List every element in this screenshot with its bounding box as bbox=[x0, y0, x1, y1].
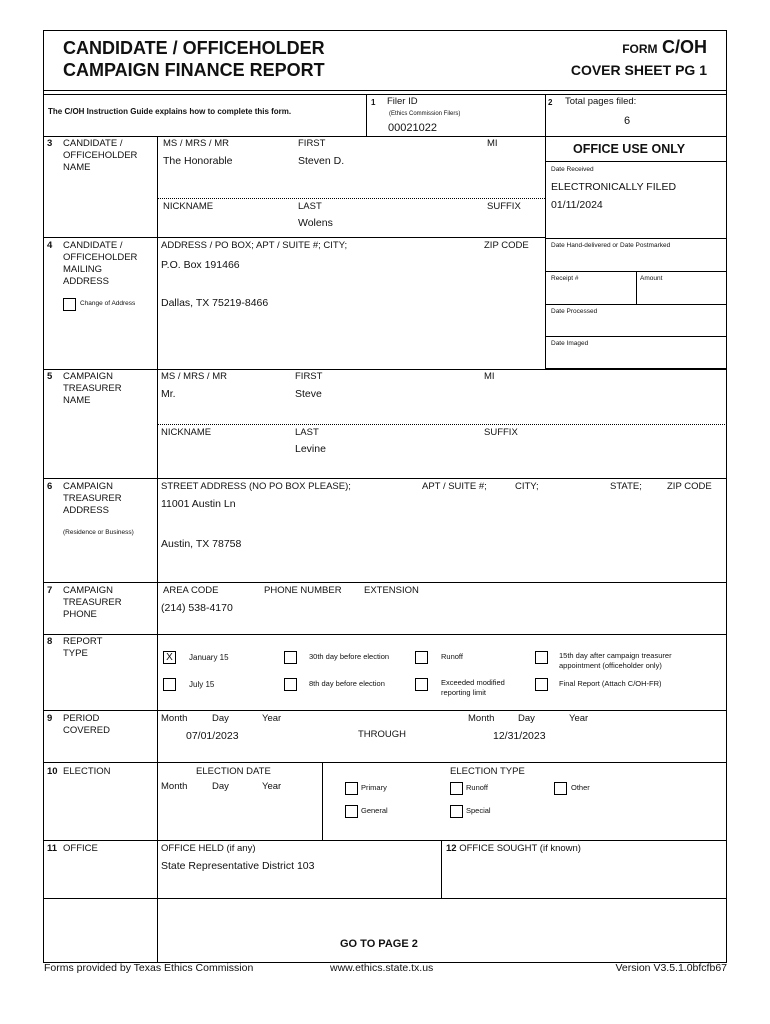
s10-type-label: ELECTION TYPE bbox=[450, 766, 525, 777]
s12-sought-label: OFFICE SOUGHT (if known) bbox=[459, 843, 581, 854]
s7-area-label: AREA CODE bbox=[163, 585, 219, 596]
runoff-checkbox[interactable] bbox=[415, 651, 428, 664]
s9-to-day-label: Day bbox=[518, 713, 535, 724]
s9-from-value[interactable]: 07/01/2023 bbox=[186, 730, 239, 742]
filer-id-sub: (Ethics Commission Filers) bbox=[389, 111, 461, 117]
office-use-title: OFFICE USE ONLY bbox=[573, 142, 686, 156]
s8-label-2: TYPE bbox=[63, 648, 88, 659]
date-received-line2: 01/11/2024 bbox=[551, 199, 603, 211]
s3-nickname-label: NICKNAME bbox=[163, 201, 214, 212]
s10-day-label: Day bbox=[212, 781, 229, 792]
s9-to-year-label: Year bbox=[569, 713, 589, 724]
s6-label-3: ADDRESS bbox=[63, 505, 109, 516]
footer-left: Forms provided by Texas Ethics Commission bbox=[44, 962, 254, 974]
s7-label-3: PHONE bbox=[63, 609, 97, 620]
s3-last-label: LAST bbox=[298, 201, 322, 212]
15th-day-label-2: appointment (officeholder only) bbox=[559, 661, 662, 670]
footer-center[interactable]: www.ethics.state.tx.us bbox=[330, 962, 434, 974]
form-word: FORM bbox=[622, 42, 658, 56]
s6-city-label: CITY; bbox=[515, 481, 539, 492]
form-code-value: C/OH bbox=[662, 37, 707, 57]
cover-sheet-label: COVER SHEET PG 1 bbox=[570, 62, 707, 78]
s5-last-value[interactable]: Levine bbox=[295, 443, 326, 455]
s5-label-1: CAMPAIGN bbox=[63, 371, 113, 382]
date-received-line1: ELECTRONICALLY FILED bbox=[551, 181, 677, 193]
s3-num: 3 bbox=[47, 138, 53, 149]
form-title-line2: CAMPAIGN FINANCE REPORT bbox=[63, 60, 325, 80]
s6-street-label: STREET ADDRESS (NO PO BOX PLEASE); bbox=[161, 481, 351, 492]
exceeded-label-1: Exceeded modified bbox=[441, 678, 505, 687]
s6-address-line1[interactable]: 11001 Austin Ln bbox=[161, 498, 236, 510]
s9-label-2: COVERED bbox=[63, 725, 110, 736]
s5-suffix-label: SUFFIX bbox=[484, 427, 518, 438]
jan15-label: January 15 bbox=[189, 653, 229, 662]
s7-label-1: CAMPAIGN bbox=[63, 585, 113, 596]
s12-num: 12 bbox=[446, 843, 457, 854]
footer-right: Version V3.5.1.0bfcfb67 bbox=[615, 962, 727, 974]
8day-checkbox[interactable] bbox=[284, 678, 297, 691]
s6-zip-label: ZIP CODE bbox=[667, 481, 712, 492]
s4-address-line2[interactable]: Dallas, TX 75219-8466 bbox=[161, 297, 269, 309]
s6-label-2: TREASURER bbox=[63, 493, 122, 504]
30day-checkbox[interactable] bbox=[284, 651, 297, 664]
s9-from-year-label: Year bbox=[262, 713, 282, 724]
election-runoff-checkbox[interactable] bbox=[450, 782, 463, 795]
s8-num: 8 bbox=[47, 636, 53, 647]
s10-year-label: Year bbox=[262, 781, 282, 792]
other-checkbox[interactable] bbox=[554, 782, 567, 795]
s6-num: 6 bbox=[47, 481, 53, 492]
s5-mi-label: MI bbox=[484, 371, 495, 382]
amount-label: Amount bbox=[640, 275, 663, 282]
15th-day-label-1: 15th day after campaign treasurer bbox=[559, 651, 672, 660]
s3-first-label: FIRST bbox=[298, 138, 326, 149]
s9-num: 9 bbox=[47, 713, 53, 724]
s3-suffix-label: SUFFIX bbox=[487, 201, 521, 212]
filer-id-label: Filer ID bbox=[387, 96, 418, 107]
s7-phone-value[interactable]: (214) 538-4170 bbox=[161, 602, 233, 614]
s5-num: 5 bbox=[47, 371, 53, 382]
s5-prefix-label: MS / MRS / MR bbox=[161, 371, 227, 382]
s5-prefix-value[interactable]: Mr. bbox=[161, 388, 176, 400]
s3-label-2: OFFICEHOLDER bbox=[63, 150, 138, 161]
s3-prefix-label: MS / MRS / MR bbox=[163, 138, 229, 149]
exceeded-label-2: reporting limit bbox=[441, 688, 487, 697]
s6-apt-label: APT / SUITE #; bbox=[422, 481, 487, 492]
s7-phone-label: PHONE NUMBER bbox=[264, 585, 342, 596]
special-label: Special bbox=[466, 806, 491, 815]
special-checkbox[interactable] bbox=[450, 805, 463, 818]
s8-label-1: REPORT bbox=[63, 636, 103, 647]
s11-held-value[interactable]: State Representative District 103 bbox=[161, 860, 315, 872]
s3-last-value[interactable]: Wolens bbox=[298, 217, 333, 229]
general-label: General bbox=[361, 806, 388, 815]
s10-num: 10 bbox=[47, 766, 58, 777]
jul15-checkbox[interactable] bbox=[163, 678, 176, 691]
change-of-address-checkbox[interactable] bbox=[63, 298, 76, 311]
processed-label: Date Processed bbox=[551, 308, 598, 315]
15th-day-checkbox[interactable] bbox=[535, 651, 548, 664]
form-code bbox=[622, 37, 707, 58]
s4-label-2: OFFICEHOLDER bbox=[63, 252, 138, 263]
date-received-label: Date Received bbox=[551, 166, 594, 173]
s6-address-line2[interactable]: Austin, TX 78758 bbox=[161, 538, 242, 550]
s9-to-value[interactable]: 12/31/2023 bbox=[493, 730, 546, 742]
form-title-line1: CANDIDATE / OFFICEHOLDER bbox=[63, 38, 325, 58]
s10-label: ELECTION bbox=[63, 766, 111, 777]
s4-label-4: ADDRESS bbox=[63, 276, 109, 287]
other-label: Other bbox=[571, 783, 590, 792]
s3-label-1: CANDIDATE / bbox=[63, 138, 123, 149]
filer-id-num: 1 bbox=[371, 98, 376, 107]
s9-label-1: PERIOD bbox=[63, 713, 100, 724]
exceeded-checkbox[interactable] bbox=[415, 678, 428, 691]
s9-through: THROUGH bbox=[358, 729, 407, 740]
s3-mi-label: MI bbox=[487, 138, 498, 149]
s6-note: (Residence or Business) bbox=[63, 529, 134, 536]
s4-num: 4 bbox=[47, 240, 53, 251]
pages-value: 6 bbox=[624, 115, 631, 127]
instruction-text: The C/OH Instruction Guide explains how to complete this form. bbox=[48, 107, 292, 116]
s5-first-label: FIRST bbox=[295, 371, 323, 382]
s3-first-value[interactable]: Steven D. bbox=[298, 155, 345, 167]
s7-ext-label: EXTENSION bbox=[364, 585, 419, 596]
pages-label: Total pages filed: bbox=[565, 96, 637, 107]
s6-label-1: CAMPAIGN bbox=[63, 481, 113, 492]
s5-last-label: LAST bbox=[295, 427, 319, 438]
runoff-label: Runoff bbox=[441, 652, 463, 661]
s7-num: 7 bbox=[47, 585, 53, 596]
change-of-address-label: Change of Address bbox=[80, 300, 136, 307]
jan15-checkbox[interactable]: X bbox=[163, 651, 176, 664]
s11-num: 11 bbox=[47, 843, 58, 854]
receipt-label: Receipt # bbox=[551, 275, 579, 282]
s6-state-label: STATE; bbox=[610, 481, 642, 492]
pages-num: 2 bbox=[548, 98, 553, 107]
filer-id-value: 00021022 bbox=[388, 122, 437, 134]
s9-from-month-label: Month bbox=[161, 713, 188, 724]
s5-nickname-label: NICKNAME bbox=[161, 427, 212, 438]
s9-from-day-label: Day bbox=[212, 713, 229, 724]
s5-label-3: NAME bbox=[63, 395, 91, 406]
s4-address-line1[interactable]: P.O. Box 191466 bbox=[161, 259, 240, 271]
s3-label-3: NAME bbox=[63, 162, 91, 173]
s3-prefix-value[interactable]: The Honorable bbox=[163, 155, 233, 167]
primary-checkbox[interactable] bbox=[345, 782, 358, 795]
s4-label-1: CANDIDATE / bbox=[63, 240, 123, 251]
primary-label: Primary bbox=[361, 783, 387, 792]
s7-label-2: TREASURER bbox=[63, 597, 122, 608]
general-checkbox[interactable] bbox=[345, 805, 358, 818]
imaged-label: Date Imaged bbox=[551, 340, 589, 347]
s5-first-value[interactable]: Steve bbox=[295, 388, 322, 400]
jul15-label: July 15 bbox=[189, 680, 215, 689]
s5-label-2: TREASURER bbox=[63, 383, 122, 394]
go-to-page-2: GO TO PAGE 2 bbox=[340, 938, 418, 950]
8day-label: 8th day before election bbox=[309, 679, 385, 688]
s12-label bbox=[446, 844, 581, 855]
s10-month-label: Month bbox=[161, 781, 188, 792]
election-runoff-label: Runoff bbox=[466, 783, 488, 792]
s4-label-3: MAILING bbox=[63, 264, 103, 275]
30day-label: 30th day before election bbox=[309, 652, 390, 661]
hand-delivered-label: Date Hand-delivered or Date Postmarked bbox=[551, 242, 671, 249]
s11-held-label: OFFICE HELD (if any) bbox=[161, 843, 256, 854]
s11-label: OFFICE bbox=[63, 843, 98, 854]
s4-address-label: ADDRESS / PO BOX; APT / SUITE #; CITY; bbox=[161, 240, 348, 251]
s4-zip-label: ZIP CODE bbox=[484, 240, 529, 251]
s10-date-label: ELECTION DATE bbox=[196, 766, 271, 777]
final-report-checkbox[interactable] bbox=[535, 678, 548, 691]
s9-to-month-label: Month bbox=[468, 713, 495, 724]
final-report-label: Final Report (Attach C/OH-FR) bbox=[559, 679, 662, 688]
